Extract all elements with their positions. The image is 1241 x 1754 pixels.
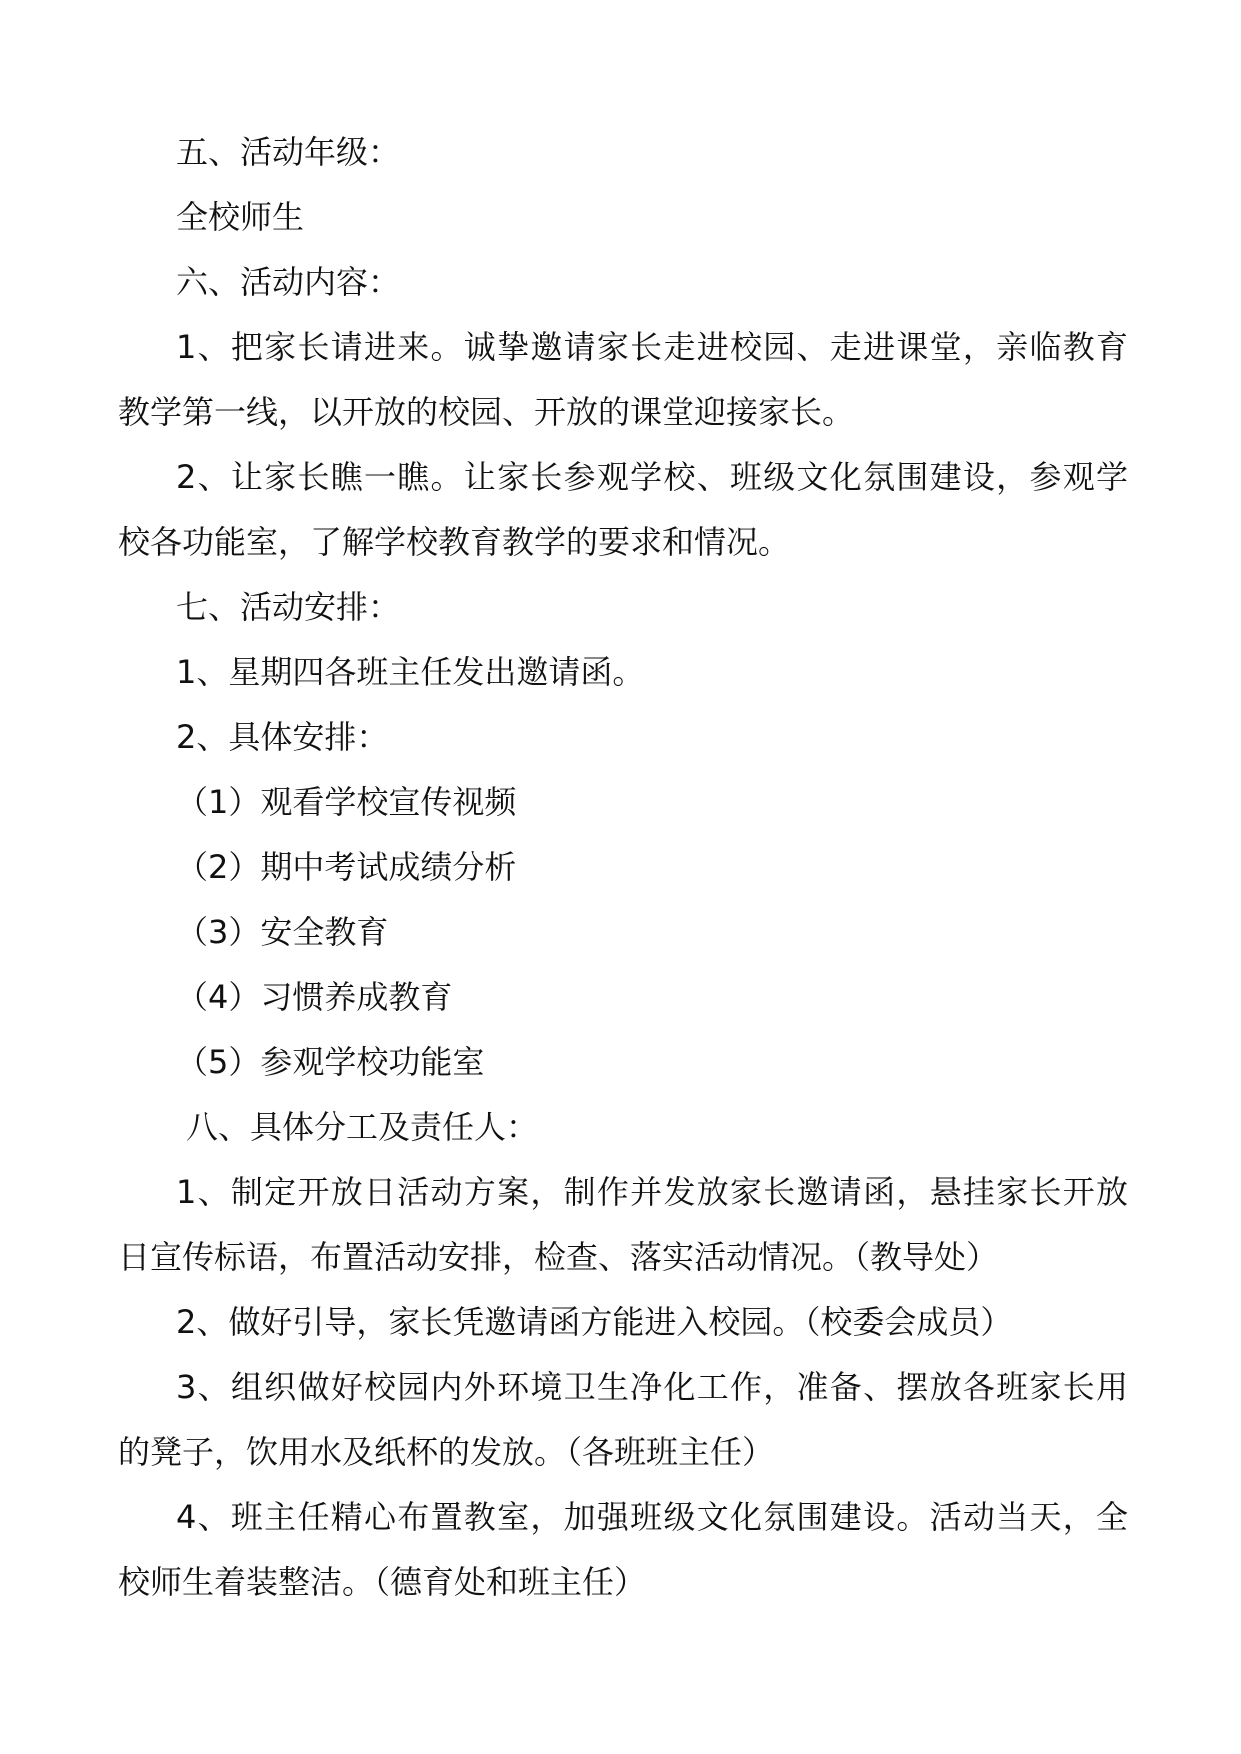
section-heading-content: 六、活动内容： xyxy=(176,263,401,301)
paragraph-line: 日宣传标语，布置活动安排，检查、落实活动情况。（教导处） xyxy=(118,1238,999,1276)
paragraph-line: 1、星期四各班主任发出邀请函。 xyxy=(176,653,645,691)
paragraph-line: 校师生着装整洁。（德育处和班主任） xyxy=(118,1563,647,1601)
paragraph-line: 1、把家长请进来。诚挚邀请家长走进校园、走进课堂，亲临教育 xyxy=(176,328,1128,366)
list-item: （1）观看学校宣传视频 xyxy=(176,783,517,821)
list-item: （4）习惯养成教育 xyxy=(176,978,453,1016)
section-heading-arrangement: 七、活动安排： xyxy=(176,588,401,626)
paragraph-grade: 全校师生 xyxy=(176,198,305,236)
list-item: （5）参观学校功能室 xyxy=(176,1043,485,1081)
paragraph-line: 2、让家长瞧一瞧。让家长参观学校、班级文化氛围建设，参观学 xyxy=(176,458,1128,496)
list-item: （2）期中考试成绩分析 xyxy=(176,848,517,886)
section-heading-grade: 五、活动年级： xyxy=(176,133,401,171)
paragraph-line: 4、班主任精心布置教室，加强班级文化氛围建设。活动当天，全 xyxy=(176,1498,1128,1536)
paragraph-line: 1、制定开放日活动方案，制作并发放家长邀请函，悬挂家长开放 xyxy=(176,1173,1128,1211)
paragraph-line: 2、具体安排： xyxy=(176,718,389,756)
document-body xyxy=(118,120,1128,1615)
paragraph-line: 2、做好引导，家长凭邀请函方能进入校园。（校委会成员） xyxy=(176,1303,1013,1341)
section-heading-division: 八、具体分工及责任人： xyxy=(186,1108,539,1146)
list-item: （3）安全教育 xyxy=(176,913,389,951)
paragraph-line: 校各功能室，了解学校教育教学的要求和情况。 xyxy=(118,523,791,561)
paragraph-line: 教学第一线，以开放的校园、开放的课堂迎接家长。 xyxy=(118,393,855,431)
paragraph-line: 3、组织做好校园内外环境卫生净化工作，准备、摆放各班家长用 xyxy=(176,1368,1128,1406)
paragraph-line: 的凳子，饮用水及纸杯的发放。（各班班主任） xyxy=(118,1433,775,1471)
